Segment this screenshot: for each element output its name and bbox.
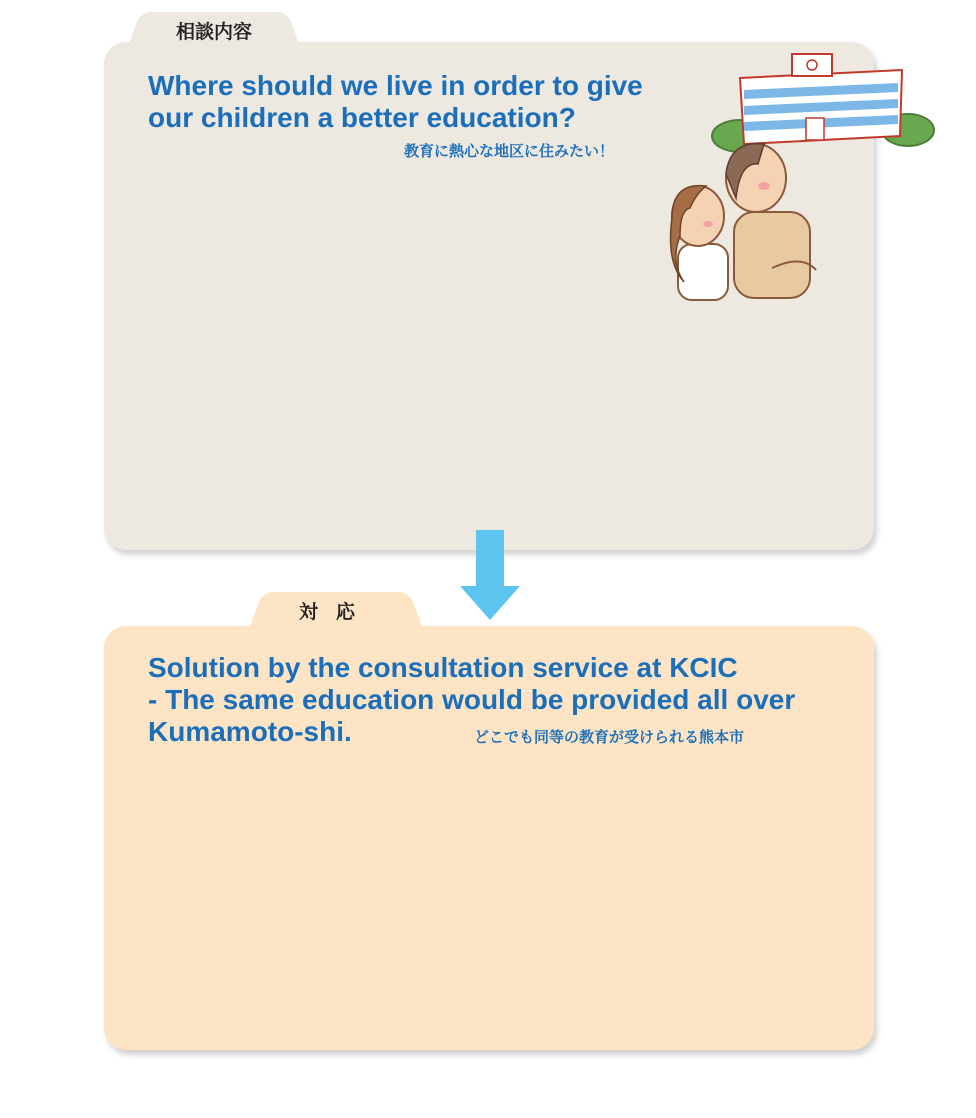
father-figure-icon (726, 144, 816, 298)
response-headline-line1: Solution by the consultation service at KCIC (148, 652, 738, 683)
down-arrow-icon (460, 530, 520, 620)
daughter-figure-icon (671, 186, 729, 300)
consultation-tab-label: 相談内容 (175, 20, 252, 43)
consultation-subtitle-jp: 教育に熱心な地区に住みたい！ (404, 142, 615, 160)
school-and-family-illustration (640, 48, 940, 308)
response-headline-line2: - The same education would be provided all over (148, 684, 796, 715)
consultation-headline-line2: our children a better education? (148, 102, 576, 133)
response-subtitle-jp: どこでも同等の教育が受けられる熊本市 (474, 728, 745, 746)
response-tab (268, 592, 404, 628)
response-tab-label: 対応 (298, 600, 373, 623)
consultation-headline (148, 70, 708, 134)
school-building-icon (740, 54, 902, 144)
response-headline-line3: Kumamoto-shi. (148, 716, 352, 747)
consultation-headline-line1: Where should we live in order to give (148, 70, 643, 101)
